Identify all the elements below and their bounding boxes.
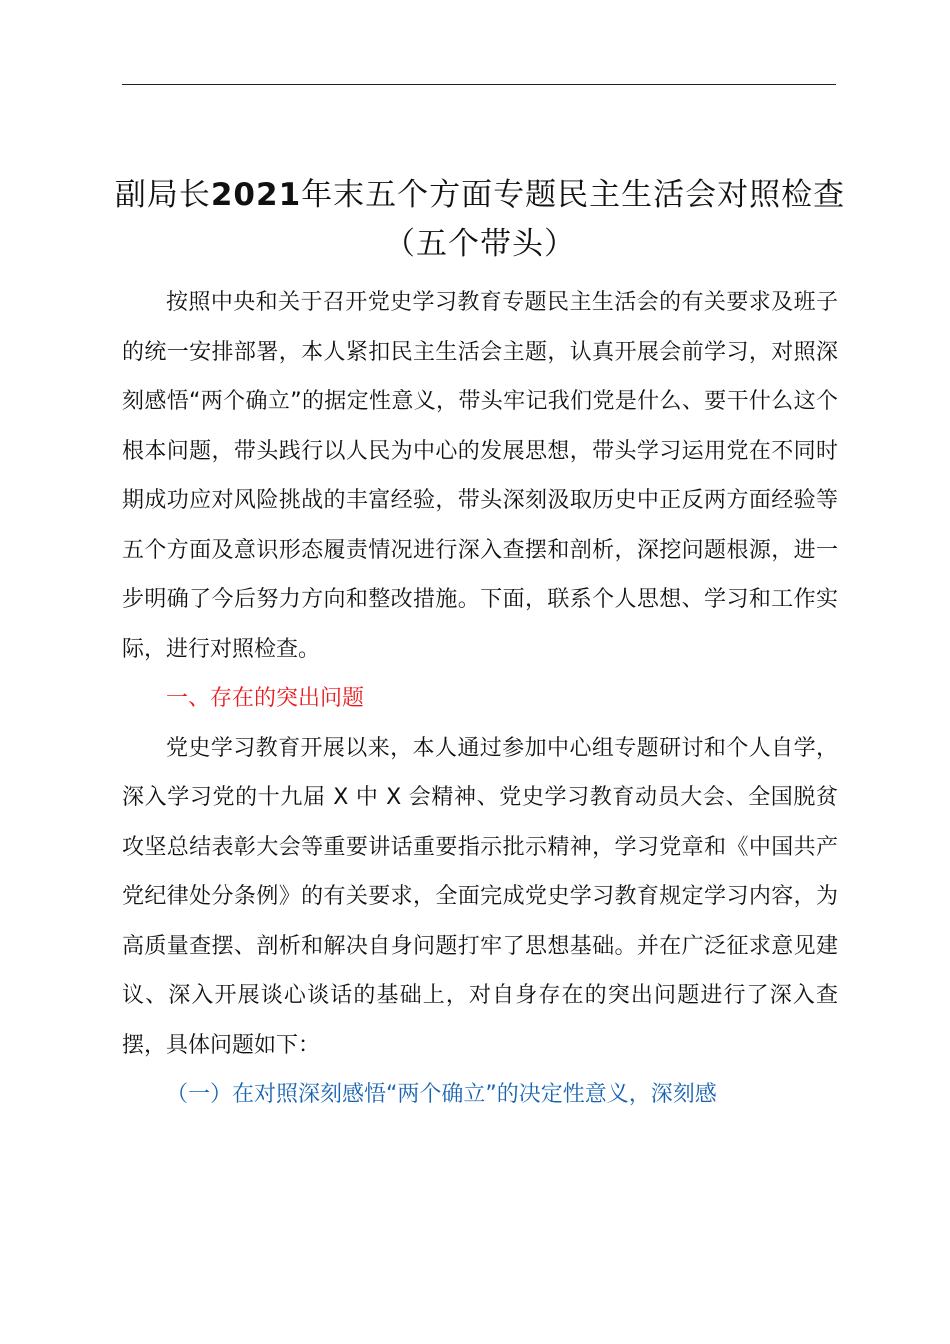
section-heading: 一、存在的突出问题 bbox=[166, 686, 365, 711]
subsection-heading: （一）在对照深刻感悟“两个确立”的决定性意义，深刻感 bbox=[166, 1082, 717, 1107]
document-body bbox=[122, 278, 838, 1120]
document-title bbox=[100, 171, 860, 269]
intro-paragraph: 按照中央和关于召开党史学习教育专题民主生活会的有关要求及班子的统一安排部署，本人紧扣民主生活会主题，认真开展会前学习，对照深刻感悟“两个确立”的据定性意义，带头牢记我们党是什么、要干什么这个根本问题，带头践行以人民为中心的发展思想，带头学习运用党在不同时期成功应对风险挑战的丰富经验，带头深刻汲取历史中正反两方面经验等五个方面及意识形态履责情况进行深入查摆和剖析，深挖问题根源，进一步明确了今后努力方向和整改措施。下面，联系个人思想、学习和工作实际，进行对照检查。 bbox=[122, 290, 838, 662]
body-paragraph: 党史学习教育开展以来，本人通过参加中心组专题研讨和个人自学，深入学习党的十九届 X 中 X 会精神、党史学习教育动员大会、全国脱贫攻坚总结表彰大会等重要讲话重要指示批示精神，学习党章和《中国共产党纪律处分条例》的有关要求，全面完成党史学习教育规定学习内容，为高质量查摆、剖析和解决自身问题打牢了思想基础。并在广泛征求意见建议、深入开展谈心谈话的基础上，对自身存在的突出问题进行了深入查摆，具体问题如下： bbox=[122, 735, 838, 1058]
title-part2: 年末五个方面专题民主生活会对照检查（五个带头） bbox=[301, 176, 846, 262]
title-part1: 副局长 bbox=[114, 176, 211, 213]
header-rule bbox=[122, 84, 836, 85]
title-year: 2021 bbox=[210, 176, 302, 213]
